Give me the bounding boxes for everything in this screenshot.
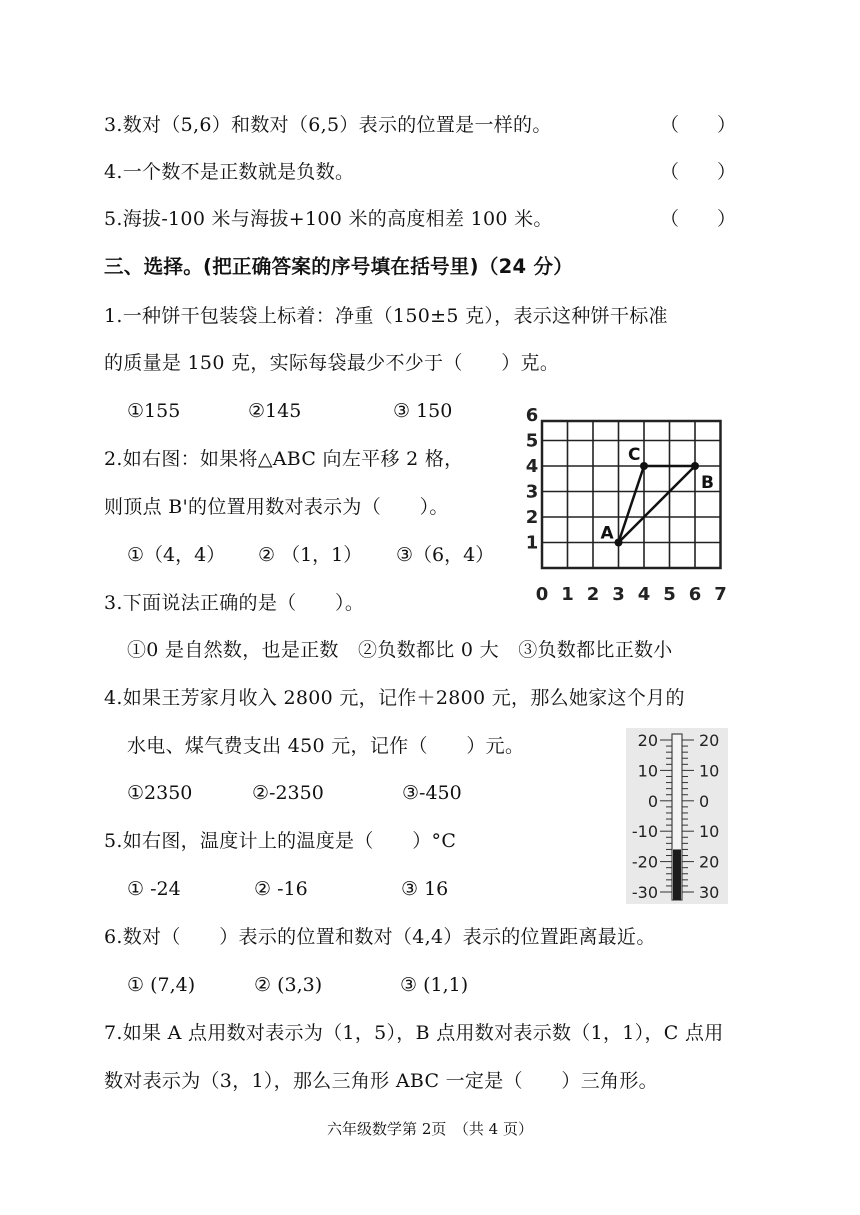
vertex-point [640,462,648,470]
x-tick-label: 2 [586,584,600,605]
q6-option-1[interactable]: ① (7,4) [127,974,196,996]
choice-question-6: 6.数对（ ）表示的位置和数对（4,4）表示的位置距离最近。 [104,926,656,948]
scale-label-right: 10 [699,822,720,842]
q2-option-1[interactable]: ①（4，4） [127,544,226,566]
q6-option-3[interactable]: ③ (1,1) [400,974,469,996]
y-tick-label: 3 [525,481,539,503]
q5-option-2[interactable]: ② -16 [254,878,308,900]
q2-option-3[interactable]: ③（6，4） [396,544,495,566]
judgment-question-5: 5.海拔-100 米与海拔+100 米的高度相差 100 米。 [104,208,553,230]
choice-question-4-line-1: 4.如果王芳家月收入 2800 元，记作＋2800 元，那么她家这个月的 [104,687,685,709]
vertex-label: B [701,473,714,493]
y-tick-label: 2 [525,507,539,528]
vertex-label: C [628,445,641,465]
q6-option-2[interactable]: ② (3,3) [254,974,323,996]
scale-label-left: -20 [631,852,658,872]
choice-question-1-line-2: 的质量是 150 克，实际每袋最少不少于（ ）克。 [104,352,560,374]
judgment-question-3: 3.数对（5,6）和数对（6,5）表示的位置是一样的。 [104,114,552,136]
coordinate-grid [522,392,752,607]
x-tick-label: 0 [535,584,549,605]
answer-blank-3[interactable]: （ ） [660,114,737,136]
grid-border [542,421,721,568]
q2-option-2[interactable]: ② （1，1） [258,544,363,566]
q4-option-2[interactable]: ②-2350 [252,782,324,804]
choice-question-2-line-1: 2.如右图：如果将△ABC 向左平移 2 格， [104,448,464,470]
choice-question-5: 5.如右图，温度计上的温度是（ ）°C [104,830,457,852]
scale-label-left: 20 [637,731,658,750]
q5-option-3[interactable]: ③ 16 [401,878,449,900]
y-tick-label: 4 [525,456,539,477]
vertex-point [615,539,623,547]
choice-question-7-line-1: 7.如果 A 点用数对表示为（1，5），B 点用数对表示数（1，1），C 点用 [104,1022,724,1044]
triangle-abc [619,466,696,543]
choice-question-3: 3.下面说法正确的是（ ）。 [104,592,365,614]
section-heading: 三、选择。(把正确答案的序号填在括号里)（24 分） [104,255,574,278]
q1-option-3[interactable]: ③ 150 [393,400,453,422]
choice-question-4-line-2: 水电、煤气费支出 450 元，记作（ ）元。 [127,735,525,757]
x-tick-label: 5 [663,584,676,605]
x-tick-label: 7 [714,584,727,605]
q3-options[interactable]: ①0 是自然数，也是正数 ②负数都比 0 大 ③负数都比正数小 [127,639,673,661]
page-footer: 六年级数学第 2页 （共 4 页） [327,1120,533,1138]
q4-option-3[interactable]: ③-450 [402,782,462,804]
q1-option-1[interactable]: ①155 [127,400,181,422]
scale-label-left: -30 [631,883,658,902]
scale-label-left: 10 [637,761,658,781]
scale-label-right: 20 [699,852,720,872]
x-tick-label: 6 [688,584,702,605]
scale-label-left: -10 [631,822,658,842]
q5-option-1[interactable]: ① -24 [127,878,181,900]
answer-blank-5[interactable]: （ ） [660,208,737,230]
q1-option-2[interactable]: ②145 [248,400,302,422]
x-tick-label: 4 [637,584,651,605]
y-tick-label: 5 [525,430,539,452]
scale-label-right: 30 [699,883,720,902]
x-tick-label: 3 [612,584,625,605]
scale-label-right: 10 [699,761,720,781]
x-tick-label: 1 [561,584,574,605]
scale-label-right: 20 [699,731,720,750]
answer-blank-4[interactable]: （ ） [660,161,737,183]
choice-question-2-line-2: 则顶点 B'的位置用数对表示为（ ）。 [104,496,449,518]
scale-label-left: 0 [647,791,658,811]
thermometer-liquid [673,849,681,900]
thermometer [626,728,728,904]
choice-question-7-line-2: 数对表示为（3，1），那么三角形 ABC 一定是（ ）三角形。 [104,1070,658,1092]
choice-question-1-line-1: 1.一种饼干包装袋上标着：净重（150±5 克），表示这种饼干标准 [104,305,668,327]
y-tick-label: 6 [525,405,539,426]
judgment-question-4: 4.一个数不是正数就是负数。 [104,161,355,183]
coordinate-grid-figure [522,392,752,607]
vertex-label: A [600,523,614,544]
q4-option-1[interactable]: ①2350 [127,782,193,804]
y-tick-label: 1 [525,532,539,554]
vertex-point [691,462,699,470]
scale-label-right: 0 [699,791,710,811]
thermometer-figure [626,728,728,904]
